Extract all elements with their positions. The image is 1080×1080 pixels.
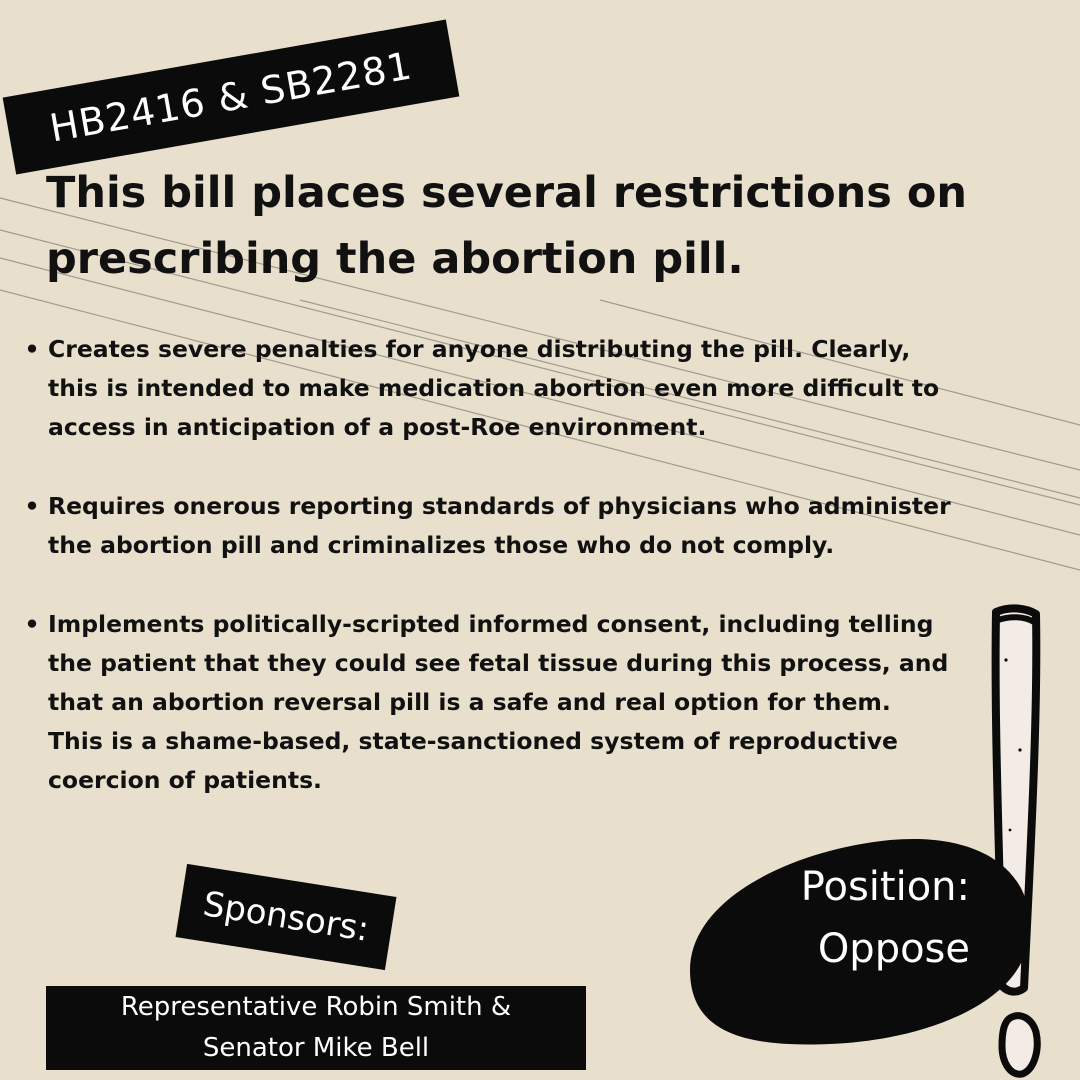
bullet-list <box>22 330 952 840</box>
list-item <box>22 605 952 800</box>
bullet-text: Implements politically-scripted informed consent, including telling the patient that they could see fetal tissue during this process, and that an abortion reversal pill is a safe and real option for them. This is a shame-based, state-sanctioned system of reproductive coercion of patients. <box>48 610 949 794</box>
position-label: Position: <box>800 864 970 910</box>
bullet-text: Creates severe penalties for anyone distributing the pill. Clearly, this is intended to make medication abortion even more difficult to access in anticipation of a post-Roe environment. <box>48 335 940 441</box>
list-item <box>22 487 952 565</box>
sponsor-line-1: Representative Robin Smith & <box>120 992 512 1022</box>
bullet-text: Requires onerous reporting standards of physicians who administer the abortion pill and criminalizes those who do not comply. <box>48 492 951 559</box>
sponsors-label: Sponsors: <box>200 884 372 950</box>
bullet-dot-icon: • <box>24 492 40 520</box>
headline: This bill places several restrictions on prescribing the abortion pill. <box>46 168 967 284</box>
sponsor-names-box <box>46 986 586 1070</box>
sponsor-line-2: Senator Mike Bell <box>202 1033 430 1063</box>
bill-number-text: HB2416 & SB2281 <box>46 43 416 151</box>
bullet-dot-icon: • <box>24 335 40 363</box>
list-item <box>22 330 952 447</box>
bullet-dot-icon: • <box>24 610 40 638</box>
position-statement <box>760 856 970 980</box>
position-value: Oppose <box>817 926 970 972</box>
